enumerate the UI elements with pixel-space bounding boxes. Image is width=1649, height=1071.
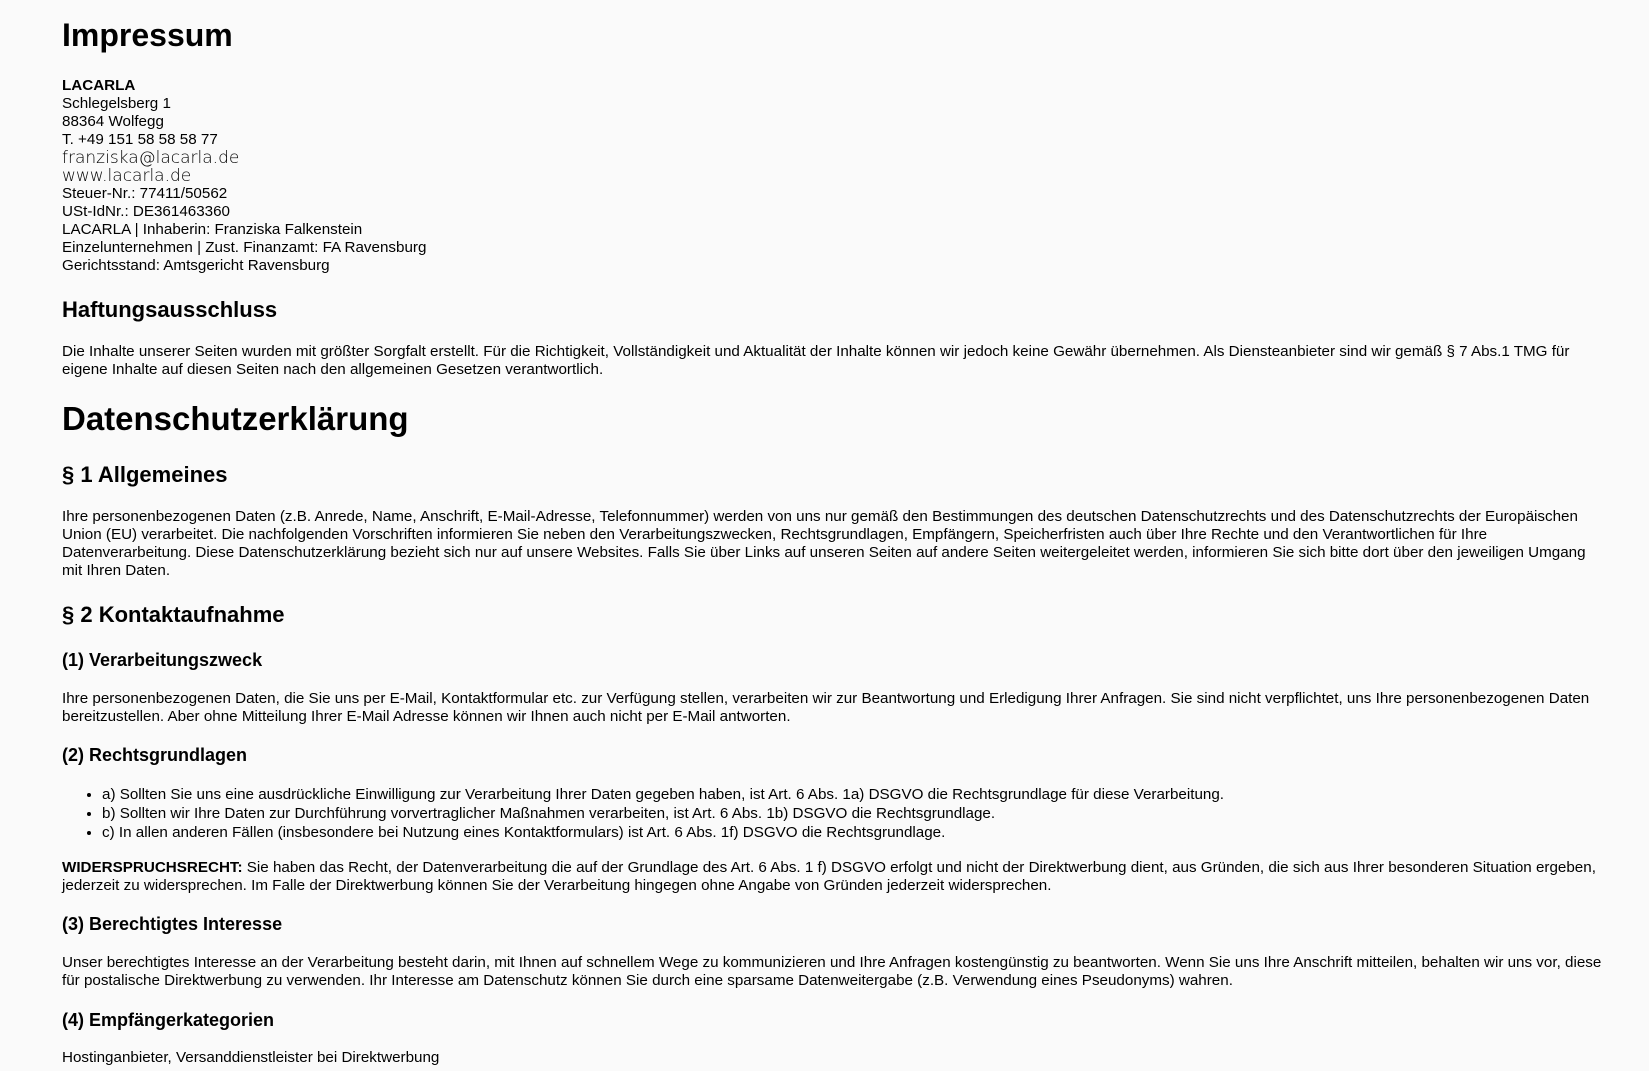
tax-number: Steuer-Nr.: 77411/50562 [62, 185, 228, 202]
verarbeitungszweck-text: Ihre personenbezogenen Daten, die Sie uns per E-Mail, Kontaktformular etc. zur Verfügung stellen, verarbeiten wir zur Beantwortung und Erledigung Ihrer Anfragen. Sie sind nicht verpflichtet, uns Ihre personenbezogenen Daten bereitzustellen. Aber ohne Mitteilung Ihrer E-Mail Adresse können wir Ihnen auch nicht per E-Mail antworten. [62, 690, 1590, 725]
owner: LACARLA | Inhaberin: Franziska Falkenstein [62, 221, 363, 238]
widerspruchsrecht-text: Sie haben das Recht, der Datenverarbeitung die auf der Grundlage des Art. 6 Abs. 1 f) DSGVO erfolgt und nicht der Direktwerbung dient, aus Gründen, die sich aus Ihrer besonderen Situation ergeben, jederzeit zu widersprechen. Im Falle der Direktwerbung können Sie der Verarbeitung hingegen ohne Angabe von Gründen jederzeit widersprechen. [62, 859, 1596, 894]
haftung-title: Haftungsausschluss [62, 297, 278, 322]
business-type: Einzelunternehmen | Zust. Finanzamt: FA Ravensburg [62, 239, 427, 256]
berechtigtes-interesse-title: (3) Berechtigtes Interesse [62, 914, 283, 934]
website-link[interactable]: www.lacarla.de [62, 166, 192, 186]
jurisdiction: Gerichtsstand: Amtsgericht Ravensburg [62, 257, 330, 274]
section-1-title: § 1 Allgemeines [62, 462, 228, 487]
section-2-title: § 2 Kontaktaufnahme [62, 602, 285, 627]
rechtsgrundlagen-title: (2) Rechtsgrundlagen [62, 745, 248, 765]
company-name: LACARLA [62, 77, 136, 94]
list-item: • b) Sollten wir Ihre Daten zur Durchführung vorvertraglicher Maßnahmen verarbeiten, ist Art. 6 Abs. 1b) DSGVO die Rechtsgrundlage. [102, 804, 1224, 823]
widerspruchsrecht-label: WIDERSPRUCHSRECHT: [62, 859, 243, 876]
city: 88364 Wolfegg [62, 113, 164, 130]
verarbeitungszweck-title: (1) Verarbeitungszweck [62, 650, 263, 670]
widerspruchsrecht-paragraph [62, 859, 1602, 895]
empfaengerkategorien-text: Hostinganbieter, Versanddienstleister bei Direktwerbung [62, 1049, 440, 1066]
impressum-title: Impressum [62, 17, 233, 53]
email-link[interactable]: franziska@lacarla.de [62, 148, 240, 168]
berechtigtes-interesse-text: Unser berechtigtes Interesse an der Verarbeitung besteht darin, mit Ihnen auf schnellem Wege zu kommunizieren und Ihre Anfragen kostengünstig zu beantworten. Wenn Sie uns Ihre Anschrift mitteilen, behalten wir uns vor, diese für postalische Direktwerbung zu verwenden. Ihr Interesse am Datenschutz können Sie durch eine sparsame Datenweitergabe (z.B. Verwendung eines Pseudonyms) wahren. [62, 954, 1602, 989]
street: Schlegelsberg 1 [62, 95, 171, 112]
phone: T. +49 151 58 58 58 77 [62, 131, 218, 148]
impressum-address-block [62, 77, 426, 275]
vat-id: USt-IdNr.: DE361463360 [62, 203, 231, 220]
list-item: • a) Sollten Sie uns eine ausdrückliche Einwilligung zur Verarbeitung Ihrer Daten gegeben haben, ist Art. 6 Abs. 1a) DSGVO die Rechtsgrundlage für diese Verarbeitung. [102, 785, 1224, 804]
haftung-text: Die Inhalte unserer Seiten wurden mit größter Sorgfalt erstellt. Für die Richtigkeit, Vollständigkeit und Aktualität der Inhalte können wir jedoch keine Gewähr übernehmen. Als Diensteanbieter sind wir gemäß § 7 Abs.1 TMG für eigene Inhalte auf diesen Seiten nach den allgemeinen Gesetzen verantwortlich. [62, 343, 1570, 378]
list-item: • c) In allen anderen Fällen (insbesondere bei Nutzung eines Kontaktformulars) ist Art. 6 Abs. 1f) DSGVO die Rechtsgrundlage. [102, 823, 1224, 842]
datenschutz-title: Datenschutzerklärung [62, 400, 409, 437]
section-1-text: Ihre personenbezogenen Daten (z.B. Anrede, Name, Anschrift, E-Mail-Adresse, Telefonnummer) werden von uns nur gemäß den Bestimmungen des deutschen Datenschutzrechts und des Datenschutzrechts der Europäischen Union (EU) verarbeitet. Die nachfolgenden Vorschriften informieren Sie neben den Verarbeitungszwecken, Rechtsgrundlagen, Empfängern, Speicherfristen auch über Ihre Rechte und den Verantwortlichen für Ihre Datenverarbeitung. Diese Datenschutzerklärung bezieht sich nur auf unsere Websites. Falls Sie über Links auf unseren Seiten auf andere Seiten weitergeleitet werden, informieren Sie sich bitte dort über den jeweiligen Umgang mit Ihren Daten. [62, 508, 1586, 579]
rechtsgrundlagen-list [62, 785, 1224, 842]
empfaengerkategorien-title: (4) Empfängerkategorien [62, 1010, 275, 1030]
